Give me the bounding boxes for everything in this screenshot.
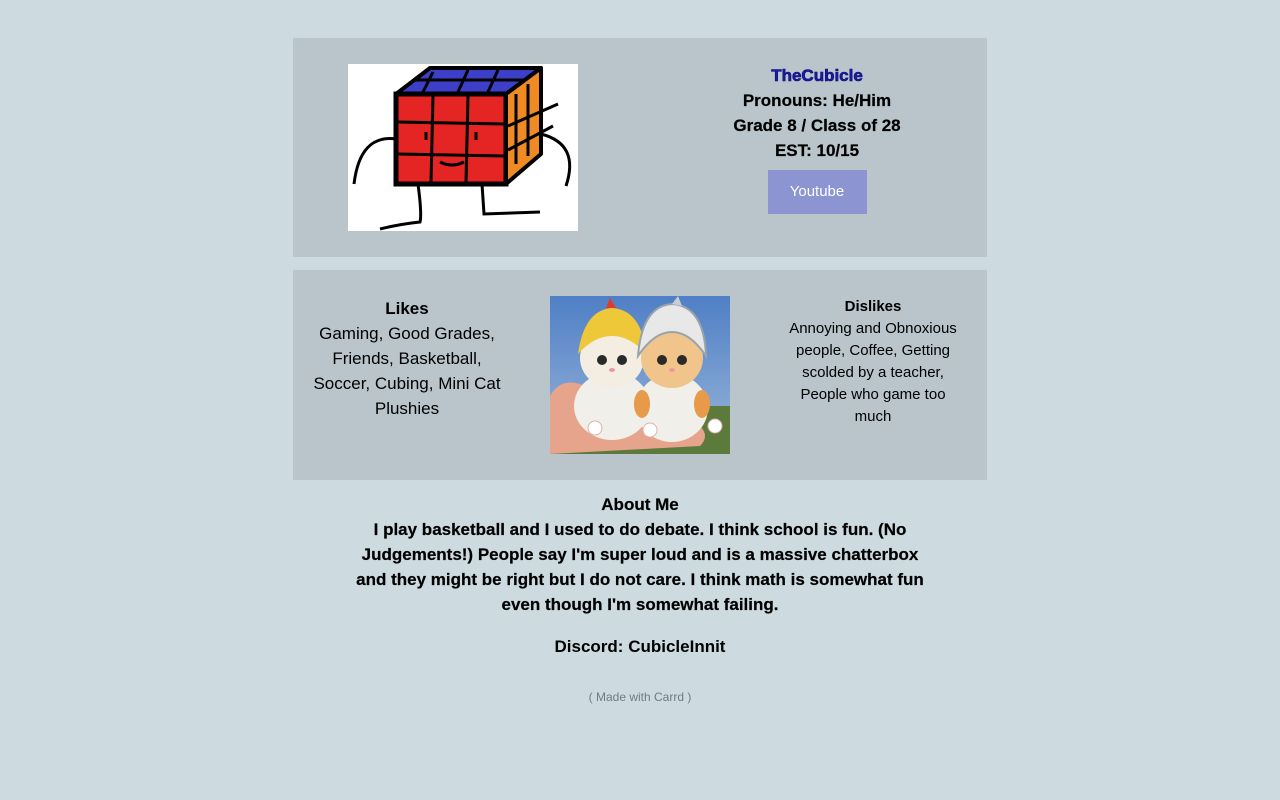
cube-drawing — [348, 64, 578, 231]
pronouns: Pronouns: He/Him — [742, 91, 892, 110]
cube-avatar-image — [348, 64, 578, 231]
about-section — [340, 492, 940, 617]
est: EST: 10/15 — [774, 141, 860, 160]
made-with-carrd-link[interactable]: ( Made with Carrd ) — [588, 690, 692, 704]
about-title: About Me — [601, 495, 679, 514]
profile-card — [293, 38, 987, 257]
likes-section — [309, 296, 505, 421]
likes-title: Likes — [385, 299, 429, 318]
dislikes-title: Dislikes — [844, 298, 902, 315]
discord-handle: Discord: CubicleInnit — [554, 637, 726, 656]
username: TheCubicle — [771, 66, 863, 85]
about-text: I play basketball and I used to do debate. I think school is fun. (No Judgements!) People say I'm super loud and is a massive chatterbox and they might be right but I do not care. I think math is somewhat fun even though I'm somewhat failing. — [356, 520, 924, 614]
dislikes-section — [781, 296, 965, 428]
youtube-button[interactable]: Youtube — [768, 170, 867, 214]
cat-plushies-drawing — [550, 296, 730, 454]
grade: Grade 8 / Class of 28 — [733, 116, 901, 135]
cat-plushies-image — [550, 296, 730, 454]
likes-text: Gaming, Good Grades, Friends, Basketball, Soccer, Cubing, Mini Cat Plushies — [313, 324, 501, 418]
dislikes-text: Annoying and Obnoxious people, Coffee, Getting scolded by a teacher, People who game too much — [789, 320, 957, 425]
likes-dislikes-card — [293, 270, 987, 480]
profile-info — [697, 64, 937, 214]
